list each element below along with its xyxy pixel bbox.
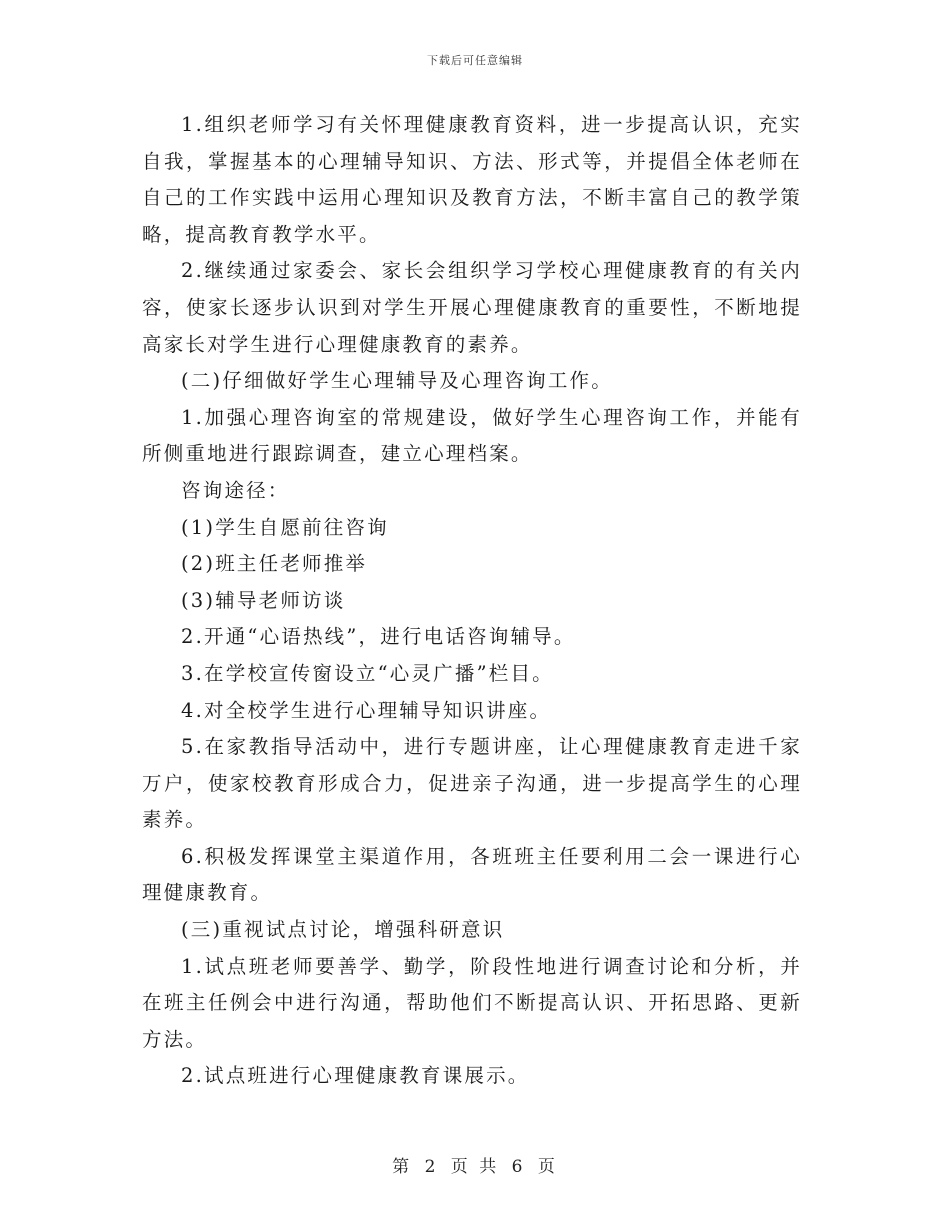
total-page-count: 6 (511, 1157, 526, 1177)
paragraph: 5.在家教指导活动中，进行专题讲座，让心理健康教育走进千家万户，使家校教育形成合力，促进亲子沟通，进一步提高学生的心理素养。 (142, 735, 802, 832)
document-body (142, 107, 802, 1095)
list-item: (2)班主任老师推举 (181, 552, 368, 576)
page-header: 下载后可任意编辑 (427, 54, 523, 67)
paragraph: 2.继续通过家委会、家长会组织学习学校心理健康教育的有关内容，使家长逐步认识到对学生开展心理健康教育的重要性，不断地提高家长对学生进行心理健康教育的素养。 (142, 259, 802, 356)
paragraph: 6.积极发挥课堂主渠道作用，各班班主任要利用二会一课进行心理健康教育。 (142, 844, 802, 905)
footer-suffix: 页 (537, 1157, 558, 1177)
paragraph: 2.开通“心语热线”，进行电话咨询辅导。 (181, 625, 576, 649)
page-footer (0, 1152, 950, 1177)
paragraph: 4.对全校学生进行心理辅导知识讲座。 (181, 698, 552, 722)
paragraph: 2.试点班进行心理健康教育课展示。 (181, 1064, 530, 1088)
section-heading: (三)重视试点讨论，增强科研意识 (181, 918, 505, 942)
paragraph: 1.加强心理咨询室的常规建设，做好学生心理咨询工作，并能有所侧重地进行跟踪调查，建立心理档案。 (142, 405, 802, 466)
section-heading: (二)仔细做好学生心理辅导及心理咨询工作。 (181, 369, 613, 393)
list-item: (3)辅导老师访谈 (181, 588, 346, 612)
list-item: (1)学生自愿前往咨询 (181, 515, 389, 539)
paragraph: 1.组织老师学习有关怀理健康教育资料，进一步提高认识，充实自我，掌握基本的心理辅导知识、方法、形式等，并提倡全体老师在自己的工作实践中运用心理知识及教育方法，不断丰富自己的教学策略，提高教育教学水平。 (142, 113, 802, 246)
list-heading: 咨询途径： (181, 478, 290, 502)
footer-prefix: 第 (392, 1157, 413, 1177)
paragraph: 3.在学校宣传窗设立“心灵广播”栏目。 (181, 661, 554, 685)
paragraph: 1.试点班老师要善学、勤学，阶段性地进行调查讨论和分析，并在班主任例会中进行沟通，帮助他们不断提高认识、开拓思路、更新方法。 (142, 954, 802, 1051)
footer-middle: 页 共 (450, 1157, 500, 1177)
current-page-number: 2 (424, 1157, 439, 1177)
